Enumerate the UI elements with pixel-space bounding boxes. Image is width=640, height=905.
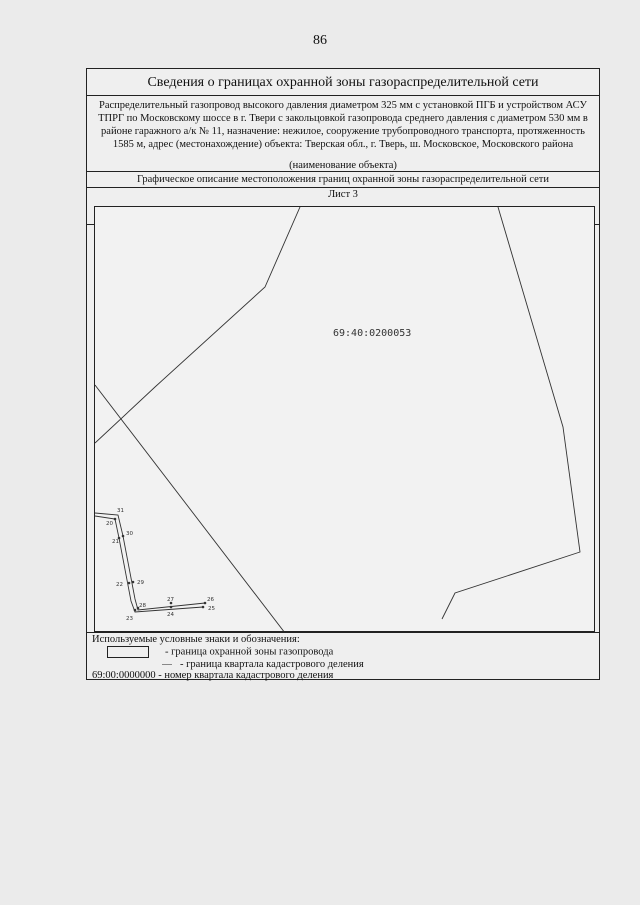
legend-quarter-number <box>92 670 333 681</box>
point-label: 28 <box>139 603 146 609</box>
point-marker <box>134 609 137 612</box>
legend-zone-text: - граница охранной зоны газопровода <box>165 646 334 658</box>
legend-quarter-boundary <box>162 659 364 670</box>
document-title: Сведения о границах охранной зоны газораспределительной сети <box>87 69 599 96</box>
point-label: 22 <box>116 582 123 588</box>
quarter-number: 69:40:0200053 <box>333 328 412 339</box>
point-label: 24 <box>167 612 174 618</box>
point-marker <box>132 581 135 584</box>
point-marker <box>122 535 125 538</box>
quarter-number-sample: 69:00:0000000 <box>92 670 156 681</box>
point-marker <box>204 602 207 605</box>
point-marker <box>202 606 205 609</box>
point-label: 20 <box>106 521 113 527</box>
legend-title: Используемые условные знаки и обозначения: <box>92 634 300 645</box>
legend <box>87 632 599 681</box>
zone-boundary <box>95 513 205 610</box>
document-frame <box>86 68 600 680</box>
point-label: 27 <box>167 597 174 603</box>
zone-boundary <box>95 516 203 612</box>
quarter-boundary <box>442 207 580 619</box>
point-label: 30 <box>126 531 133 537</box>
page-number: 86 <box>313 33 327 48</box>
cadastral-map <box>94 206 595 632</box>
object-description: Распределительный газопровод высокого давления диаметром 325 мм с установкой ПГБ и устройством АСУ ТПРГ по Московскому шоссе в г. Твери с закольцовкой газопровода среднего давления с диаметром 530 мм в районе гаражного а/к № 11, назначение: нежилое, сооружение трубопроводного транспорта, протяженность 1585 м, адрес (местонахождение) объекта: Тверская обл., г. Тверь, ш. Московское, Московского района <box>87 96 599 225</box>
legend-quarter-text: - граница квартала кадастрового деления <box>180 659 364 670</box>
point-label: 23 <box>126 616 133 622</box>
map-drawing <box>95 207 595 632</box>
point-marker <box>114 518 117 521</box>
point-label: 26 <box>207 597 214 603</box>
object-caption: (наименование объекта) <box>87 160 599 172</box>
quarter-boundary-symbol <box>162 664 172 665</box>
point-label: 29 <box>137 580 144 586</box>
legend-zone-boundary <box>107 646 333 658</box>
graphic-title: Графическое описание местоположения границ охранной зоны газораспределительной сети <box>87 172 599 188</box>
point-label: 21 <box>112 539 119 545</box>
legend-quarter-number-text: - номер квартала кадастрового деления <box>158 670 334 681</box>
zone-boundary-symbol <box>107 646 149 658</box>
point-marker <box>170 606 173 609</box>
point-label: 25 <box>208 606 215 612</box>
quarter-boundary <box>95 207 300 443</box>
point-label: 31 <box>117 508 124 514</box>
point-marker <box>128 582 131 585</box>
sheet-label: Лист 3 <box>328 189 358 200</box>
